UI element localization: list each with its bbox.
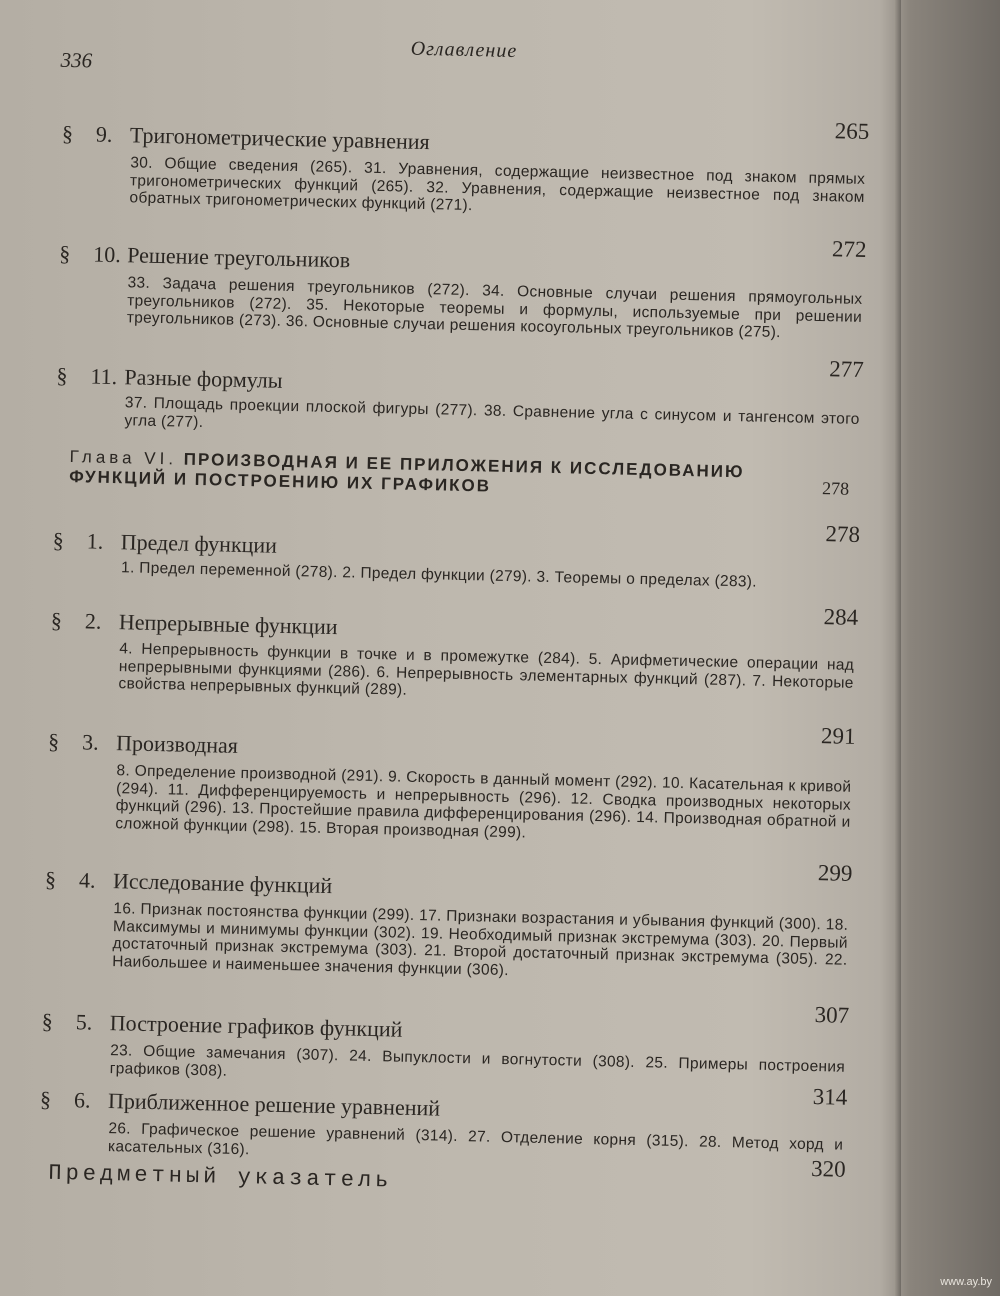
section-symbol: § <box>58 240 71 266</box>
section-text: 8. Определение производной (291). 9. Скорость в данный момент (292). 10. Касательная к кривой (294). 11. Дифференцируемость и непрерывность (296). 12. Сводка производных некоторых функций (296). 13. Простейшие правила дифференцирования (296). 14. Производная обратной и сложной функции (298). 15. Вторая производная (299). <box>115 762 852 841</box>
section-heading <box>59 241 351 274</box>
section-title: Производная <box>115 730 239 758</box>
section-heading <box>48 729 238 759</box>
section-page: 291 <box>820 723 856 749</box>
page-number: 336 <box>60 47 93 73</box>
section-page: 272 <box>831 236 867 263</box>
section-title: Предел функции <box>120 529 278 558</box>
section-page: 314 <box>812 1084 848 1110</box>
index-title: Предметный указатель <box>48 1160 393 1194</box>
section-text: 23. Общие замечания (307). 24. Выпуклости и вогнутости (308). 25. Примеры построения графиков (308). <box>109 1042 846 1080</box>
section-text: 26. Графическое решение уравнений (314). 27. Отделение корня (315). 28. Метод хорд и касательных (316). <box>107 1120 844 1158</box>
section-title: Исследование функций <box>112 868 333 899</box>
section-number: 5. <box>75 1009 93 1035</box>
section-page: 307 <box>814 1002 850 1028</box>
running-title: Оглавление <box>410 37 518 63</box>
section-number: 3. <box>81 729 99 755</box>
section-title: Непрерывные функции <box>118 609 338 640</box>
section-heading <box>52 528 277 559</box>
section-title: Тригонометрические уравнения <box>129 122 430 155</box>
section-symbol: § <box>41 1008 54 1034</box>
section-page: 284 <box>823 604 859 630</box>
index-page: 320 <box>810 1156 846 1182</box>
chapter-page: 278 <box>821 478 850 499</box>
section-title: Построение графиков функций <box>109 1010 403 1042</box>
chapter-label: Глава VI. <box>69 447 178 469</box>
section-page: 299 <box>817 860 853 886</box>
section-page: 265 <box>834 118 870 145</box>
section-number: 6. <box>73 1087 91 1113</box>
section-number: 4. <box>78 867 96 893</box>
section-symbol: § <box>47 728 60 754</box>
watermark: www.ay.by <box>940 1276 992 1288</box>
section-number: 9. <box>95 121 113 147</box>
contents-sheet <box>1 0 900 1296</box>
section-title: Приближенное решение уравнений <box>107 1088 441 1121</box>
section-title: Разные формулы <box>124 364 283 393</box>
section-page: 278 <box>825 521 861 547</box>
section-text: 37. Площадь проекции плоской фигуры (277). 38. Сравнение угла с синусом и тангенсом этого угла (277). <box>124 394 860 431</box>
section-title: Решение треугольников <box>126 242 351 273</box>
section-heading <box>56 363 283 394</box>
section-symbol: § <box>39 1086 52 1112</box>
chapter-heading <box>69 447 770 503</box>
page-edge <box>895 0 901 1296</box>
section-text: 16. Признак постоянства функции (299). 17. Признаки возрастания и убывания функций (300). 18. Максимумы и минимумы функции (302). 19. Необходимый признак экстремума (303). 20. Первый достаточный признак экстремума (303). 21. Второй достаточный признак экстремума (305). 22. Наибольшее и наименьшее значения функции (306). <box>112 900 849 979</box>
chapter-title: ПРОИЗВОДНАЯ И ЕЕ ПРИЛОЖЕНИЯ К ИССЛЕДОВАНИЮ ФУНКЦИЙ И ПОСТРОЕНИЮ ИХ ГРАФИКОВ <box>68 449 745 496</box>
section-heading <box>42 1009 403 1043</box>
section-text: 4. Непрерывность функции в точке и в промежутке (284). 5. Арифметические операции над непрерывными функциями (286). 6. Непрерывность элементарных функций (287). 7. Некоторые свойства непрерывных функций (289). <box>118 640 855 699</box>
section-text: 30. Общие сведения (265). 31. Уравнения, содержащие неизвестное под знаком прямых тригонометрических функций (265). 32. Уравнения, содержащие неизвестное под знаком обратных тригонометрических функций (271). <box>129 154 866 215</box>
section-number: 10. <box>92 241 122 268</box>
section-text: 33. Задача решения треугольников (272). 34. Основные случаи решения прямоугольных треугольников (272). 35. Некоторые теоремы и формулы, используемые при решении треугольников (273). 36. Основные случаи решения косоугольных треугольников (275). <box>126 274 863 342</box>
section-symbol: § <box>61 120 74 147</box>
section-number: 2. <box>84 608 102 634</box>
section-symbol: § <box>50 607 63 633</box>
section-heading <box>40 1087 441 1122</box>
section-text: 1. Предел переменной (278). 2. Предел функции (279). 3. Теоремы о пределах (283). <box>120 559 758 591</box>
section-symbol: § <box>44 866 57 892</box>
section-symbol: § <box>56 362 68 388</box>
section-number: 11. <box>90 363 118 390</box>
section-heading <box>51 608 338 640</box>
section-number: 1. <box>86 528 104 554</box>
section-symbol: § <box>52 527 65 553</box>
section-heading <box>62 121 430 155</box>
section-page: 277 <box>829 356 865 383</box>
section-heading <box>45 867 333 900</box>
